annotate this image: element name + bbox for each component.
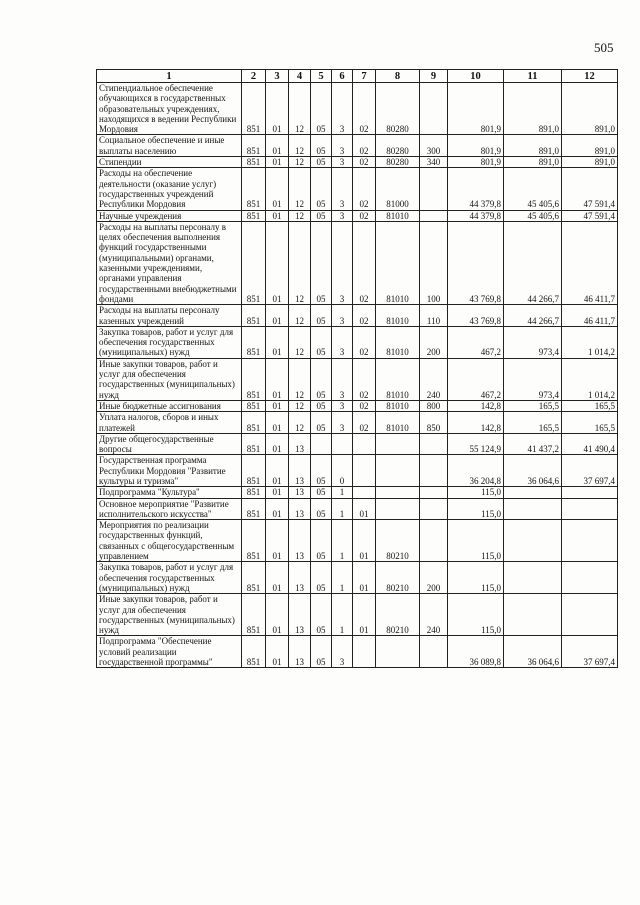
program-code-cell: 05 — [311, 168, 332, 210]
program-code-cell: 05 — [311, 562, 332, 594]
amount-year1-cell: 43 769,8 — [448, 221, 504, 304]
program-code-cell: 05 — [311, 305, 332, 327]
amount-year1-cell: 801,9 — [448, 157, 504, 168]
amount-year2-cell: 891,0 — [504, 83, 562, 135]
header-row — [97, 70, 618, 83]
amount-year3-cell: 1 014,2 — [562, 358, 618, 400]
subsection-code-cell: 12 — [289, 83, 311, 135]
ministry-code-cell: 851 — [242, 412, 266, 434]
row-name-cell: Стипендиальное обеспечение обучающихся в государственных образовательных учреждениях, находящихся в ведении Республики Мордовия — [97, 83, 242, 135]
row-name-cell: Расходы на обеспечение деятельности (оказание услуг) государственных учреждений Республики Мордовия — [97, 168, 242, 210]
program-code-cell: 05 — [311, 636, 332, 668]
measure-code-cell: 01 — [353, 520, 376, 562]
direction-code-cell: 81010 — [376, 412, 420, 434]
expense-type-cell: 850 — [420, 412, 448, 434]
amount-year3-cell — [562, 487, 618, 498]
amount-year3-cell — [562, 520, 618, 562]
subprogram-code-cell: 1 — [332, 594, 353, 636]
col-header: 7 — [353, 70, 376, 83]
row-name-cell: Расходы на выплаты персоналу в целях обеспечения выполнения функций государственными (муниципальными) органами, казенными учреждениями, органами управления государственными внебюджетными фондами — [97, 221, 242, 304]
amount-year3-cell — [562, 498, 618, 520]
program-code-cell: 05 — [311, 221, 332, 304]
col-header: 6 — [332, 70, 353, 83]
subsection-code-cell: 13 — [289, 636, 311, 668]
amount-year2-cell: 45 405,6 — [504, 168, 562, 210]
program-code-cell: 05 — [311, 358, 332, 400]
budget-table — [96, 69, 618, 668]
section-code-cell: 01 — [266, 305, 289, 327]
table-row — [97, 210, 618, 221]
amount-year1-cell: 142,8 — [448, 412, 504, 434]
direction-code-cell: 80280 — [376, 135, 420, 157]
program-code-cell: 05 — [311, 520, 332, 562]
subsection-code-cell: 12 — [289, 168, 311, 210]
amount-year3-cell: 165,5 — [562, 412, 618, 434]
section-code-cell: 01 — [266, 400, 289, 411]
program-code-cell: 05 — [311, 210, 332, 221]
section-code-cell: 01 — [266, 562, 289, 594]
amount-year1-cell: 115,0 — [448, 520, 504, 562]
amount-year2-cell: 165,5 — [504, 412, 562, 434]
amount-year3-cell — [562, 562, 618, 594]
table-row — [97, 400, 618, 411]
ministry-code-cell: 851 — [242, 135, 266, 157]
program-code-cell: 05 — [311, 487, 332, 498]
ministry-code-cell: 851 — [242, 487, 266, 498]
ministry-code-cell: 851 — [242, 326, 266, 358]
section-code-cell: 01 — [266, 636, 289, 668]
direction-code-cell: 81010 — [376, 400, 420, 411]
table-row — [97, 433, 618, 455]
section-code-cell: 01 — [266, 594, 289, 636]
section-code-cell: 01 — [266, 157, 289, 168]
section-code-cell: 01 — [266, 498, 289, 520]
subprogram-code-cell: 3 — [332, 636, 353, 668]
measure-code-cell: 01 — [353, 562, 376, 594]
amount-year1-cell: 115,0 — [448, 487, 504, 498]
subprogram-code-cell: 1 — [332, 562, 353, 594]
amount-year1-cell: 44 379,8 — [448, 210, 504, 221]
subprogram-code-cell: 3 — [332, 135, 353, 157]
row-name-cell: Подпрограмма "Культура" — [97, 487, 242, 498]
ministry-code-cell: 851 — [242, 594, 266, 636]
subsection-code-cell: 12 — [289, 326, 311, 358]
col-header: 1 — [97, 70, 242, 83]
amount-year3-cell: 37 697,4 — [562, 455, 618, 487]
amount-year1-cell: 36 204,8 — [448, 455, 504, 487]
table-row — [97, 594, 618, 636]
table-row — [97, 487, 618, 498]
measure-code-cell: 02 — [353, 210, 376, 221]
table-row — [97, 135, 618, 157]
amount-year3-cell: 891,0 — [562, 83, 618, 135]
row-name-cell: Стипендии — [97, 157, 242, 168]
row-name-cell: Уплата налогов, сборов и иных платежей — [97, 412, 242, 434]
amount-year2-cell — [504, 594, 562, 636]
ministry-code-cell: 851 — [242, 498, 266, 520]
col-header: 9 — [420, 70, 448, 83]
section-code-cell: 01 — [266, 135, 289, 157]
subsection-code-cell: 13 — [289, 594, 311, 636]
direction-code-cell — [376, 487, 420, 498]
row-name-cell: Научные учреждения — [97, 210, 242, 221]
subsection-code-cell: 13 — [289, 433, 311, 455]
expense-type-cell: 100 — [420, 221, 448, 304]
amount-year3-cell: 165,5 — [562, 400, 618, 411]
subprogram-code-cell: 3 — [332, 157, 353, 168]
program-code-cell: 05 — [311, 83, 332, 135]
direction-code-cell — [376, 433, 420, 455]
section-code-cell: 01 — [266, 326, 289, 358]
subsection-code-cell: 12 — [289, 157, 311, 168]
program-code-cell: 05 — [311, 157, 332, 168]
amount-year3-cell: 47 591,4 — [562, 168, 618, 210]
page-number: 505 — [594, 40, 614, 55]
amount-year3-cell: 46 411,7 — [562, 305, 618, 327]
expense-type-cell: 340 — [420, 157, 448, 168]
amount-year3-cell: 1 014,2 — [562, 326, 618, 358]
row-name-cell: Иные закупки товаров, работ и услуг для обеспечения государственных (муниципальных) нужд — [97, 358, 242, 400]
col-header: 2 — [242, 70, 266, 83]
col-header: 5 — [311, 70, 332, 83]
amount-year3-cell: 46 411,7 — [562, 221, 618, 304]
amount-year2-cell: 45 405,6 — [504, 210, 562, 221]
section-code-cell: 01 — [266, 221, 289, 304]
section-code-cell: 01 — [266, 210, 289, 221]
ministry-code-cell: 851 — [242, 305, 266, 327]
amount-year1-cell: 115,0 — [448, 498, 504, 520]
subprogram-code-cell: 3 — [332, 400, 353, 411]
table-row — [97, 498, 618, 520]
section-code-cell: 01 — [266, 412, 289, 434]
amount-year2-cell: 165,5 — [504, 400, 562, 411]
subprogram-code-cell: 0 — [332, 455, 353, 487]
expense-type-cell — [420, 455, 448, 487]
col-header: 3 — [266, 70, 289, 83]
subsection-code-cell: 13 — [289, 562, 311, 594]
program-code-cell: 05 — [311, 400, 332, 411]
amount-year1-cell: 801,9 — [448, 83, 504, 135]
expense-type-cell — [420, 83, 448, 135]
ministry-code-cell: 851 — [242, 520, 266, 562]
program-code-cell — [311, 433, 332, 455]
program-code-cell: 05 — [311, 594, 332, 636]
direction-code-cell: 80280 — [376, 157, 420, 168]
row-name-cell: Иные закупки товаров, работ и услуг для обеспечения государственных (муниципальных) нужд — [97, 594, 242, 636]
expense-type-cell: 200 — [420, 326, 448, 358]
ministry-code-cell: 851 — [242, 455, 266, 487]
expense-type-cell — [420, 636, 448, 668]
subprogram-code-cell: 3 — [332, 412, 353, 434]
section-code-cell: 01 — [266, 487, 289, 498]
measure-code-cell: 02 — [353, 412, 376, 434]
col-header: 11 — [504, 70, 562, 83]
amount-year1-cell: 801,9 — [448, 135, 504, 157]
table-body — [97, 83, 618, 668]
col-header: 10 — [448, 70, 504, 83]
table-row — [97, 305, 618, 327]
measure-code-cell — [353, 433, 376, 455]
section-code-cell: 01 — [266, 433, 289, 455]
measure-code-cell — [353, 487, 376, 498]
measure-code-cell: 02 — [353, 168, 376, 210]
amount-year1-cell: 36 089,8 — [448, 636, 504, 668]
subprogram-code-cell: 3 — [332, 210, 353, 221]
measure-code-cell: 01 — [353, 594, 376, 636]
subprogram-code-cell: 3 — [332, 305, 353, 327]
subsection-code-cell: 12 — [289, 210, 311, 221]
direction-code-cell: 81010 — [376, 326, 420, 358]
subsection-code-cell: 13 — [289, 498, 311, 520]
amount-year3-cell — [562, 594, 618, 636]
amount-year2-cell — [504, 498, 562, 520]
expense-type-cell — [420, 168, 448, 210]
table-row — [97, 221, 618, 304]
expense-type-cell: 200 — [420, 562, 448, 594]
row-name-cell: Другие общегосударственные вопросы — [97, 433, 242, 455]
col-header: 12 — [562, 70, 618, 83]
direction-code-cell: 80280 — [376, 83, 420, 135]
ministry-code-cell: 851 — [242, 562, 266, 594]
direction-code-cell — [376, 636, 420, 668]
subprogram-code-cell: 3 — [332, 358, 353, 400]
ministry-code-cell: 851 — [242, 157, 266, 168]
amount-year1-cell: 467,2 — [448, 358, 504, 400]
expense-type-cell: 110 — [420, 305, 448, 327]
measure-code-cell — [353, 636, 376, 668]
row-name-cell: Социальное обеспечение и иные выплаты населению — [97, 135, 242, 157]
subsection-code-cell: 12 — [289, 305, 311, 327]
direction-code-cell: 80210 — [376, 562, 420, 594]
amount-year1-cell: 115,0 — [448, 562, 504, 594]
program-code-cell: 05 — [311, 412, 332, 434]
expense-type-cell — [420, 498, 448, 520]
col-header: 4 — [289, 70, 311, 83]
subprogram-code-cell: 1 — [332, 498, 353, 520]
subprogram-code-cell: 3 — [332, 83, 353, 135]
measure-code-cell: 02 — [353, 83, 376, 135]
amount-year2-cell — [504, 562, 562, 594]
amount-year1-cell: 467,2 — [448, 326, 504, 358]
measure-code-cell — [353, 455, 376, 487]
amount-year2-cell: 41 437,2 — [504, 433, 562, 455]
subsection-code-cell: 13 — [289, 455, 311, 487]
amount-year1-cell: 115,0 — [448, 594, 504, 636]
amount-year3-cell: 891,0 — [562, 135, 618, 157]
program-code-cell: 05 — [311, 326, 332, 358]
table-row — [97, 520, 618, 562]
ministry-code-cell: 851 — [242, 83, 266, 135]
amount-year3-cell: 891,0 — [562, 157, 618, 168]
direction-code-cell: 81010 — [376, 221, 420, 304]
section-code-cell: 01 — [266, 168, 289, 210]
table-row — [97, 412, 618, 434]
amount-year3-cell: 47 591,4 — [562, 210, 618, 221]
table-row — [97, 455, 618, 487]
amount-year2-cell: 36 064,6 — [504, 455, 562, 487]
expense-type-cell: 800 — [420, 400, 448, 411]
row-name-cell: Подпрограмма "Обеспечение условий реализации государственной программы" — [97, 636, 242, 668]
measure-code-cell: 02 — [353, 305, 376, 327]
direction-code-cell: 81010 — [376, 305, 420, 327]
table-row — [97, 326, 618, 358]
amount-year2-cell: 891,0 — [504, 135, 562, 157]
program-code-cell: 05 — [311, 455, 332, 487]
measure-code-cell: 02 — [353, 157, 376, 168]
subsection-code-cell: 12 — [289, 135, 311, 157]
amount-year3-cell: 37 697,4 — [562, 636, 618, 668]
row-name-cell: Расходы на выплаты персоналу казенных учреждений — [97, 305, 242, 327]
program-code-cell: 05 — [311, 135, 332, 157]
row-name-cell: Государственная программа Республики Мордовия "Развитие культуры и туризма" — [97, 455, 242, 487]
expense-type-cell — [420, 433, 448, 455]
amount-year1-cell: 55 124,9 — [448, 433, 504, 455]
section-code-cell: 01 — [266, 520, 289, 562]
row-name-cell: Закупка товаров, работ и услуг для обеспечения государственных (муниципальных) нужд — [97, 562, 242, 594]
expense-type-cell: 300 — [420, 135, 448, 157]
ministry-code-cell: 851 — [242, 636, 266, 668]
ministry-code-cell: 851 — [242, 210, 266, 221]
direction-code-cell: 81010 — [376, 358, 420, 400]
expense-type-cell — [420, 210, 448, 221]
row-name-cell: Основное мероприятие "Развитие исполнительского искусства" — [97, 498, 242, 520]
expense-type-cell: 240 — [420, 358, 448, 400]
expense-type-cell: 240 — [420, 594, 448, 636]
direction-code-cell: 81000 — [376, 168, 420, 210]
amount-year2-cell: 44 266,7 — [504, 305, 562, 327]
row-name-cell: Иные бюджетные ассигнования — [97, 400, 242, 411]
amount-year1-cell: 44 379,8 — [448, 168, 504, 210]
ministry-code-cell: 851 — [242, 358, 266, 400]
amount-year1-cell: 142,8 — [448, 400, 504, 411]
direction-code-cell: 81010 — [376, 210, 420, 221]
subsection-code-cell: 12 — [289, 412, 311, 434]
row-name-cell: Мероприятия по реализации государственных функций, связанных с общегосударственным управлением — [97, 520, 242, 562]
direction-code-cell — [376, 498, 420, 520]
table-row — [97, 83, 618, 135]
amount-year2-cell: 973,4 — [504, 326, 562, 358]
measure-code-cell: 02 — [353, 400, 376, 411]
subprogram-code-cell: 1 — [332, 487, 353, 498]
subprogram-code-cell: 3 — [332, 326, 353, 358]
ministry-code-cell: 851 — [242, 221, 266, 304]
table-row — [97, 157, 618, 168]
table-row — [97, 562, 618, 594]
program-code-cell: 05 — [311, 498, 332, 520]
ministry-code-cell: 851 — [242, 400, 266, 411]
amount-year3-cell: 41 490,4 — [562, 433, 618, 455]
subprogram-code-cell: 1 — [332, 520, 353, 562]
expense-type-cell — [420, 520, 448, 562]
subsection-code-cell: 13 — [289, 487, 311, 498]
measure-code-cell: 02 — [353, 135, 376, 157]
amount-year2-cell: 44 266,7 — [504, 221, 562, 304]
measure-code-cell: 02 — [353, 358, 376, 400]
subsection-code-cell: 13 — [289, 520, 311, 562]
subprogram-code-cell — [332, 433, 353, 455]
section-code-cell: 01 — [266, 358, 289, 400]
amount-year2-cell — [504, 520, 562, 562]
amount-year2-cell: 36 064,6 — [504, 636, 562, 668]
measure-code-cell: 01 — [353, 498, 376, 520]
table-row — [97, 636, 618, 668]
direction-code-cell: 80210 — [376, 594, 420, 636]
subsection-code-cell: 12 — [289, 358, 311, 400]
expense-type-cell — [420, 487, 448, 498]
subprogram-code-cell: 3 — [332, 221, 353, 304]
subsection-code-cell: 12 — [289, 400, 311, 411]
subprogram-code-cell: 3 — [332, 168, 353, 210]
measure-code-cell: 02 — [353, 326, 376, 358]
amount-year2-cell: 973,4 — [504, 358, 562, 400]
section-code-cell: 01 — [266, 83, 289, 135]
amount-year2-cell: 891,0 — [504, 157, 562, 168]
amount-year2-cell — [504, 487, 562, 498]
col-header: 8 — [376, 70, 420, 83]
ministry-code-cell: 851 — [242, 433, 266, 455]
row-name-cell: Закупка товаров, работ и услуг для обеспечения государственных (муниципальных) нужд — [97, 326, 242, 358]
section-code-cell: 01 — [266, 455, 289, 487]
direction-code-cell: 80210 — [376, 520, 420, 562]
measure-code-cell: 02 — [353, 221, 376, 304]
subsection-code-cell: 12 — [289, 221, 311, 304]
table-row — [97, 168, 618, 210]
amount-year1-cell: 43 769,8 — [448, 305, 504, 327]
direction-code-cell — [376, 455, 420, 487]
table-row — [97, 358, 618, 400]
ministry-code-cell: 851 — [242, 168, 266, 210]
